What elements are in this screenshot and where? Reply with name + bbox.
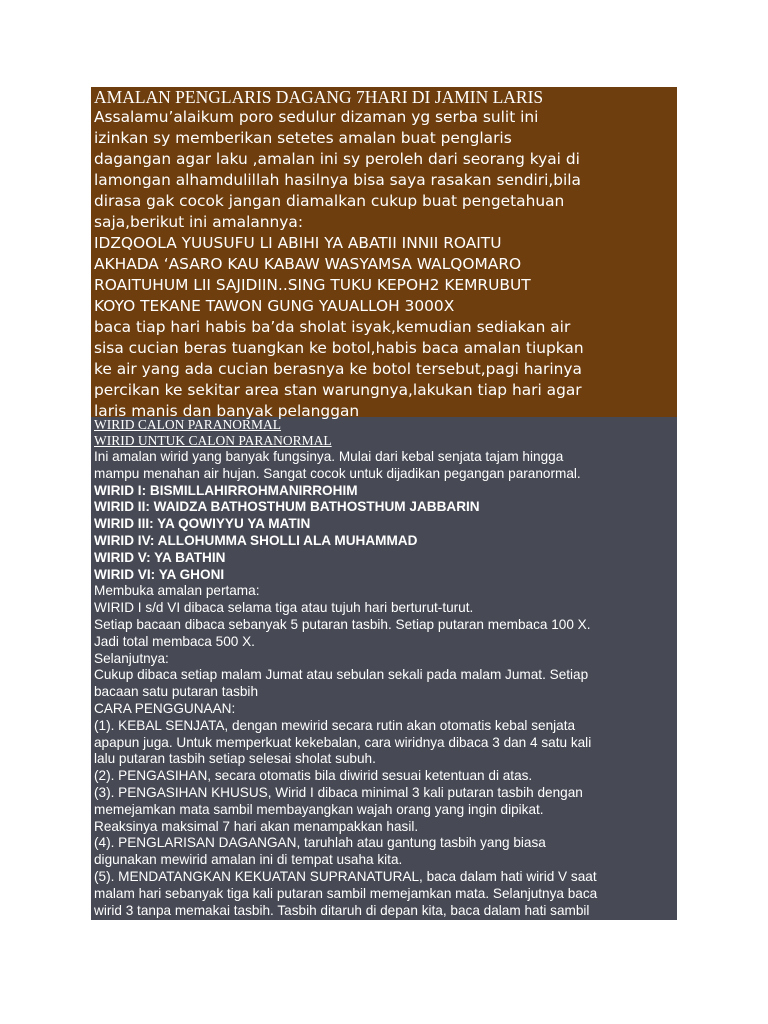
wirid-line: WIRID III: YA QOWIYYU YA MATIN [94, 516, 311, 532]
mantra-paragraph: IDZQOOLA YUUSUFU LI ABIHI YA ABATII INNII ROAITU AKHADA ‘ASARO KAU KABAW WASYAMSA WALQOMARO ROAITUHUM LII SAJIDIIN..SING TUKU KEPOH2 KEMRUBUT KOYO TEKANE TAWON GUNG YAUALLOH 3000X [94, 234, 531, 315]
wirid-untuk-link[interactable]: WIRID UNTUK CALON PARANORMAL [94, 433, 332, 448]
wirid-line: WIRID IV: ALLOHUMMA SHOLLI ALA MUHAMMAD [94, 532, 418, 548]
section-title: AMALAN PENGLARIS DAGANG 7HARI DI JAMIN LARIS [94, 87, 544, 107]
wirid-line: WIRID VI: YA GHONI [94, 566, 225, 582]
wirid-line: WIRID II: WAIDZA BATHOSTHUM BATHOSTHUM JABBARIN [94, 499, 480, 515]
document-page [91, 87, 677, 920]
wirid-intro: Ini amalan wirid yang banyak fungsinya. Mulai dari kebal senjata tajam hingga mampu menahan air hujan. Sangat cocok untuk dijadikan pegangan paranormal. [94, 449, 581, 481]
wirid-calon-link[interactable]: WIRID CALON PARANORMAL [94, 417, 282, 432]
penglaris-section [91, 87, 677, 420]
wirid-line: WIRID V: YA BATHIN [94, 549, 226, 565]
instructions-paragraph: baca tiap hari habis ba’da sholat isyak,kemudian sediakan air sisa cucian beras tuangkan ke botol,habis baca amalan tiupkan ke air yang ada cucian berasnya ke botol tersebut,pagi harinya percikan ke sekitar area stan warungnya,lakukan tiap hari agar laris manis dan banyak pelanggan [94, 318, 584, 420]
wirid-line: WIRID I: BISMILLAHIRROHMANIRROHIM [94, 482, 358, 498]
intro-paragraph: Assalamu’alaikum poro sedulur dizaman yg serba sulit ini izinkan sy memberikan setetes amalan buat penglaris dagangan agar laku ,amalan ini sy peroleh dari seorang kyai di lamongan alhamdulillah hasilnya bisa saya rasakan sendiri,bila dirasa gak cocok jangan diamalkan cukup buat pengetahuan saja,berikut ini amalannya: [94, 108, 581, 231]
wirid-section [91, 417, 677, 920]
wirid-body: Membuka amalan pertama: WIRID I s/d VI dibaca selama tiga atau tujuh hari berturut-turut. Setiap bacaan dibaca sebanyak 5 putaran tasbih. Setiap putaran membaca 100 X. Jadi total membaca 500 X. Selanjutnya: Cukup dibaca setiap malam Jumat atau sebulan sekali pada malam Jumat. Setiap bacaan satu putaran tasbih CARA PENGGUNAAN: (1). KEBAL SENJATA, dengan mewirid secara rutin akan otomatis kebal senjata apapun juga. Untuk memperkuat kekebalan, cara wiridnya dibaca 3 dan 4 satu kali lalu putaran tasbih setiap selesai sholat subuh. (2). PENGASIHAN, secara otomatis bila diwirid sesuai ketentuan di atas. (3). PENGASIHAN KHUSUS, Wirid I dibaca minimal 3 kali putaran tasbih dengan memejamkan mata sambil membayangkan wajah orang yang ingin dipikat. Reaksinya maksimal 7 hari akan menampakkan hasil. (4). PENGLARISAN DAGANGAN, taruhlah atau gantung tasbih yang biasa digunakan mewirid amalan ini di tempat usaha kita. (5). MENDATANGKAN KEKUATAN SUPRANATURAL, baca dalam hati wirid V saat malam hari sebanyak tiga kali putaran sambil memejamkan mata. Selanjutnya baca wirid 3 tanpa memakai tasbih. Tasbih ditaruh di depan kita, baca dalam hati sambil [94, 583, 598, 918]
